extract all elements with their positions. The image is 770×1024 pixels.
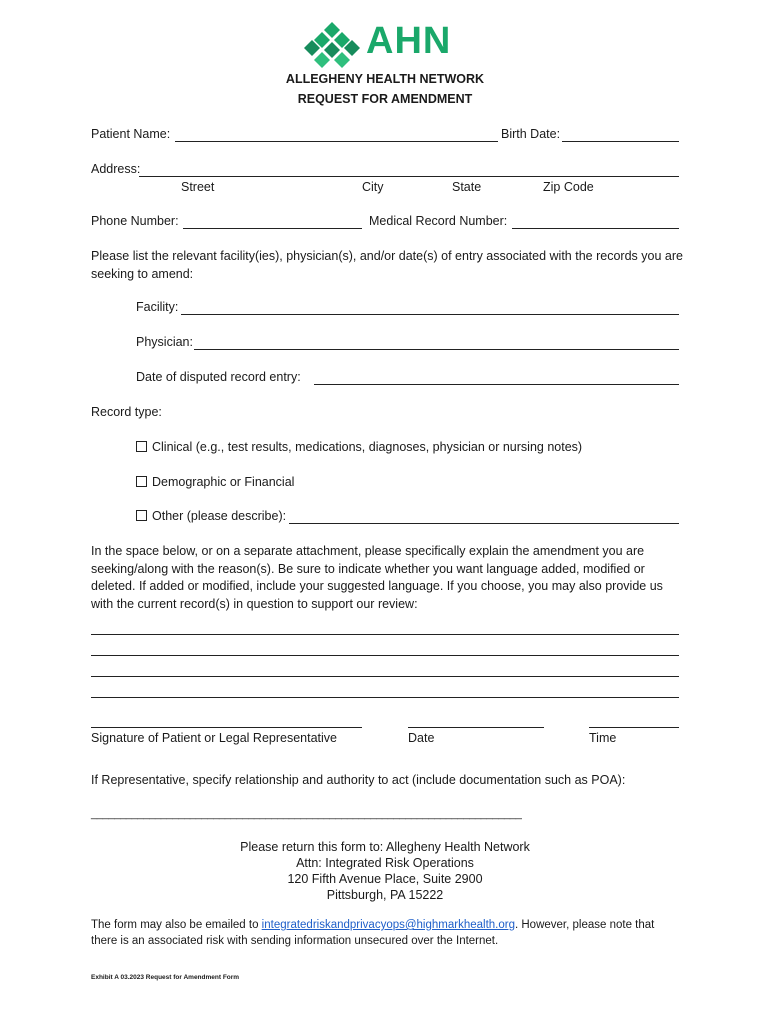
email-note-before: The form may also be emailed to (91, 919, 262, 931)
disputed-date-label: Date of disputed record entry: (136, 370, 301, 384)
representative-label: If Representative, specify relationship and authority to act (include documentation such as POA): (91, 773, 626, 787)
mrn-field[interactable] (512, 228, 679, 229)
birth-date-field[interactable] (562, 141, 679, 142)
ahn-logo (302, 22, 472, 68)
zip-label: Zip Code (543, 180, 594, 194)
physician-label: Physician: (136, 335, 193, 349)
disputed-date-field[interactable] (314, 384, 679, 385)
demographic-checkbox[interactable] (136, 476, 147, 487)
representative-field[interactable]: __________________________________________________________________________ (91, 808, 522, 820)
explanation-line[interactable] (91, 634, 679, 635)
explanation-instructions: In the space below, or on a separate attachment, please specifically explain the amendment you are seeking/along with the reason(s). Be sure to indicate whether you want language added, modified or deleted. If added or modified, include your suggested language. If you choose, you may also provide us with the current record(s) in question to support our review: (91, 544, 663, 611)
birth-date-label: Birth Date: (501, 127, 561, 141)
signature-date-field[interactable] (408, 727, 544, 728)
signature-field[interactable] (91, 727, 362, 728)
street-label: Street (181, 180, 215, 194)
address-field[interactable] (139, 176, 679, 177)
clinical-label: Clinical (e.g., test results, medications, diagnoses, physician or nursing notes) (152, 440, 583, 454)
other-checkbox[interactable] (136, 510, 147, 521)
address-label: Address: (91, 162, 141, 176)
logo-mark-icon (302, 22, 362, 68)
email-note-after: . However, please note that there is an associated risk with sending information unsecured over the Internet. (91, 919, 655, 947)
return-line-2: Attn: Integrated Risk Operations (296, 856, 474, 870)
form-title: REQUEST FOR AMENDMENT (297, 92, 473, 106)
records-prompt: Please list the relevant facility(ies), physician(s), and/or date(s) of entry associated with the records you are seeking to amend: (91, 249, 683, 281)
signature-date-label: Date (408, 731, 435, 745)
org-title: ALLEGHENY HEALTH NETWORK (285, 72, 485, 86)
clinical-option[interactable] (136, 440, 582, 454)
phone-label: Phone Number: (91, 214, 179, 228)
explanation-line[interactable] (91, 697, 679, 698)
phone-field[interactable] (183, 228, 362, 229)
return-line-1: Please return this form to: Allegheny Health Network (240, 840, 530, 854)
logo-text: AHN (366, 20, 452, 62)
city-label: City (362, 180, 384, 194)
patient-name-field[interactable] (175, 141, 498, 142)
return-line-4: Pittsburgh, PA 15222 (326, 888, 444, 902)
explanation-line[interactable] (91, 676, 679, 677)
facility-field[interactable] (181, 314, 679, 315)
return-line-3: 120 Fifth Avenue Place, Suite 2900 (287, 872, 483, 886)
record-type-label: Record type: (91, 405, 162, 419)
signature-time-label: Time (589, 731, 617, 745)
other-field[interactable] (289, 523, 679, 524)
other-label: Other (please describe): (152, 509, 287, 523)
signature-time-field[interactable] (589, 727, 679, 728)
demographic-option[interactable] (136, 475, 294, 489)
signature-label: Signature of Patient or Legal Representative (91, 731, 337, 745)
other-option[interactable] (136, 509, 286, 523)
state-label: State (452, 180, 482, 194)
mrn-label: Medical Record Number: (369, 214, 508, 228)
clinical-checkbox[interactable] (136, 441, 147, 452)
demographic-label: Demographic or Financial (152, 475, 295, 489)
email-link[interactable]: integratedriskandprivacyops@highmarkhealth.org (261, 919, 515, 931)
footer-text: Exhibit A 03.2023 Request for Amendment Form (91, 974, 240, 981)
email-note (91, 917, 683, 949)
facility-label: Facility: (136, 300, 179, 314)
patient-name-label: Patient Name: (91, 127, 171, 141)
explanation-line[interactable] (91, 655, 679, 656)
physician-field[interactable] (194, 349, 679, 350)
